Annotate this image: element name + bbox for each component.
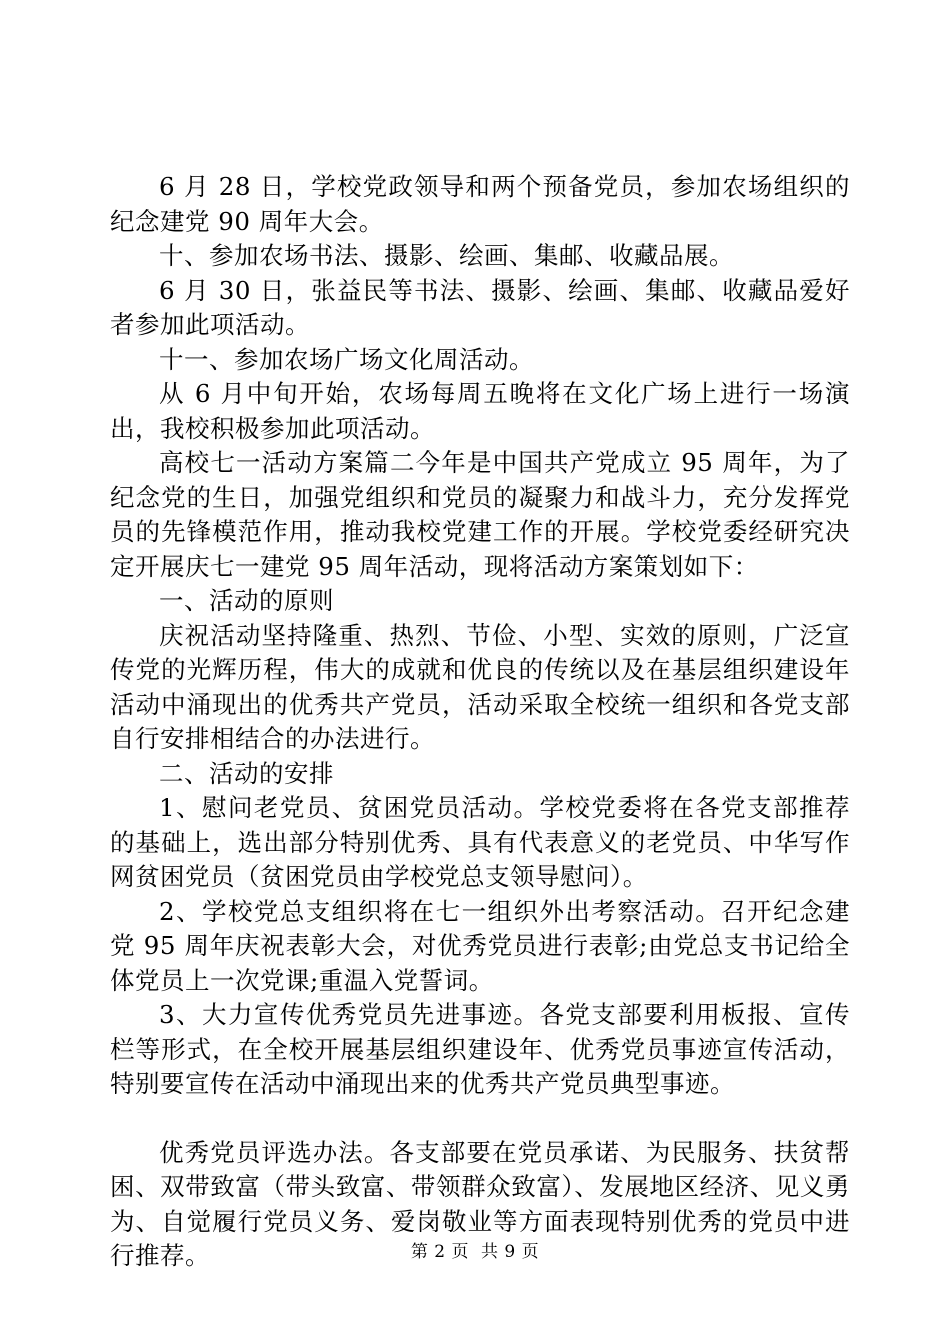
paragraph: 6 月 28 日，学校党政领导和两个预备党员，参加农场组织的纪念建党 90 周年大会。 bbox=[110, 172, 850, 236]
paragraph: 6 月 30 日，张益民等书法、摄影、绘画、集邮、收藏品爱好者参加此项活动。 bbox=[110, 275, 850, 339]
section-heading: 十、参加农场书法、摄影、绘画、集邮、收藏品展。 bbox=[159, 241, 734, 270]
section-heading: 十一、参加农场广场文化周活动。 bbox=[159, 344, 534, 374]
paragraph: 从 6 月中旬开始，农场每周五晚将在文化广场上进行一场演出，我校积极参加此项活动。 bbox=[110, 379, 850, 443]
section-heading: 二、活动的安排 bbox=[159, 758, 334, 788]
list-item: 2、学校党总支组织将在七一组织外出考察活动。召开纪念建党 95 周年庆祝表彰大会，对优秀党员进行表彰;由党总支书记给全体党员上一次党课;重温入党誓词。 bbox=[110, 896, 850, 995]
paragraph: 高校七一活动方案篇二今年是中国共产党成立 95 周年，为了纪念党的生日，加强党组织和党员的凝聚力和战斗力，充分发挥党员的先锋模范作用，推动我校党建工作的开展。学校党委经研究决定开展庆七一建党 95 周年活动，现将活动方案策划如下： bbox=[110, 448, 850, 581]
section-heading: 一、活动的原则 bbox=[159, 586, 334, 615]
page-footer bbox=[0, 1241, 950, 1263]
list-item: 3、大力宣传优秀党员先进事迹。各党支部要利用板报、宣传栏等形式，在全校开展基层组织建设年、优秀党员事迹宣传活动，特别要宣传在活动中涌现出来的优秀共产党员典型事迹。 bbox=[110, 1000, 850, 1098]
list-item: 1、慰问老党员、贫困党员活动。学校党委将在各党支部推荐的基础上，选出部分特别优秀、具有代表意义的老党员、中华写作网贫困党员（贫困党员由学校党总支领导慰问）。 bbox=[110, 793, 850, 891]
paragraph: 庆祝活动坚持隆重、热烈、节俭、小型、实效的原则，广泛宣传党的光辉历程，伟大的成就和优良的传统以及在基层组织建设年活动中涌现出的优秀共产党员，活动采取全校统一组织和各党支部自行安排相结合的办法进行。 bbox=[110, 620, 850, 753]
page-total: 共 9 页 bbox=[481, 1242, 540, 1262]
paragraph: 优秀党员评选办法。各支部要在党员承诺、为民服务、扶贫帮困、双带致富（带头致富、带领群众致富）、发展地区经济、见义勇为、自觉履行党员义务、爱岗敬业等方面表现特别优秀的党员中进行推荐。 bbox=[110, 1137, 850, 1270]
page-number: 第 2 页 bbox=[410, 1242, 469, 1262]
document-body bbox=[110, 170, 850, 1274]
